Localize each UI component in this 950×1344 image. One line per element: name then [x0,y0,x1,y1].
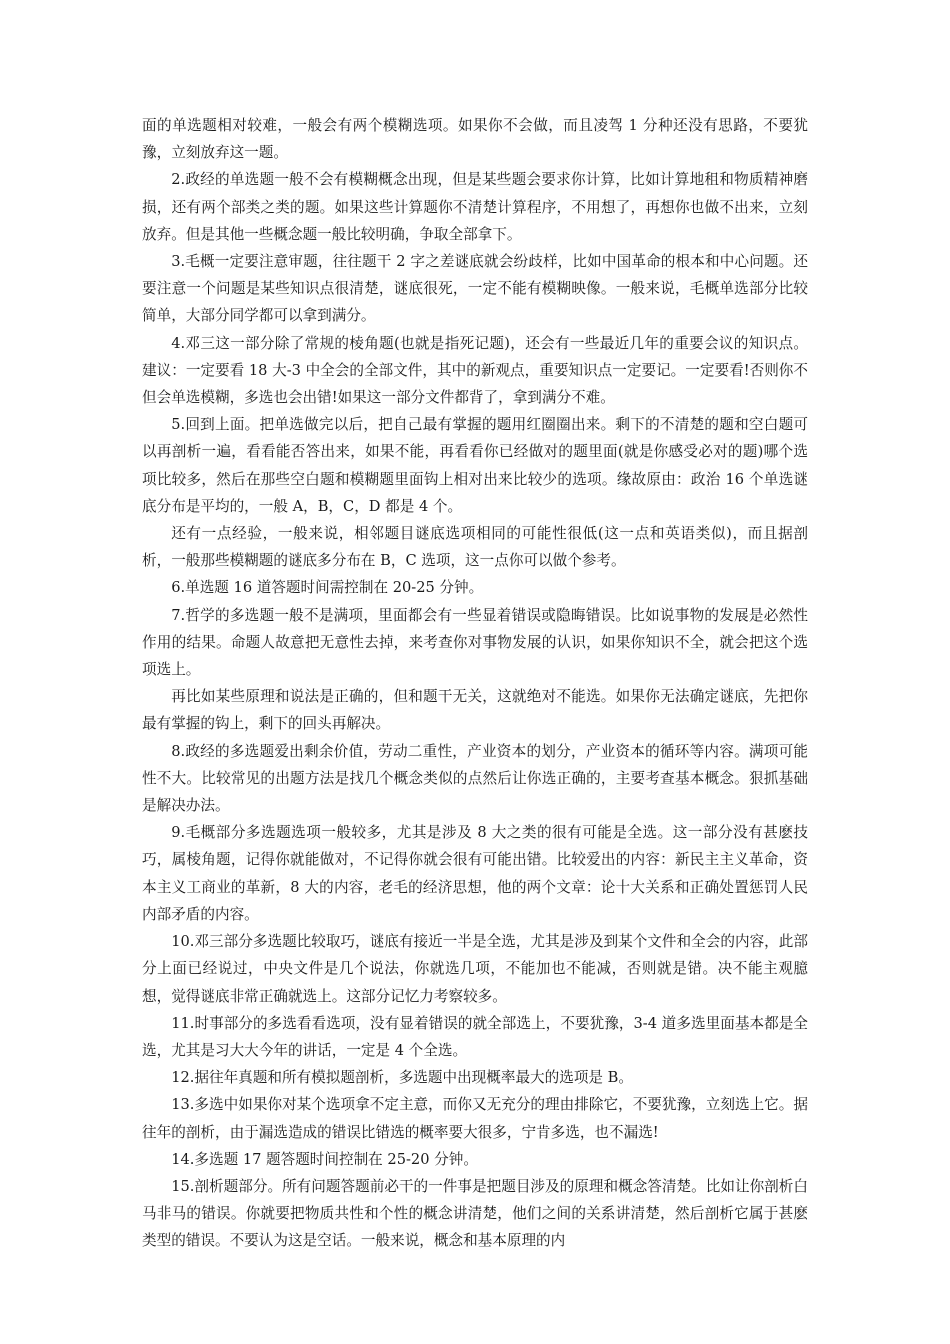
paragraph: 6.单选题 16 道答题时间需控制在 20-25 分钟。 [171,579,484,597]
paragraph: 14.多选题 17 题答题时间控制在 25-20 分钟。 [171,1150,478,1168]
document-body [142,112,808,1255]
paragraph: 13.多选中如果你对某个选项拿不定主意，而你又无充分的理由排除它，不要犹豫，立刻选上它。据往年的剖析，由于漏选造成的错误比错选的概率要大很多，宁肯多选，也不漏选! [142,1096,808,1141]
paragraph: 面的单选题相对较难，一般会有两个模糊选项。如果你不会做，而且凌驾 1 分种还没有思路，不要犹豫，立刻放弃这一题。 [142,117,808,162]
paragraph: 11.时事部分的多选看看选项，没有显着错误的就全部选上，不要犹豫，3-4 道多选里面基本都是全选，尤其是习大大今年的讲话，一定是 4 个全选。 [142,1014,808,1059]
paragraph: 5.回到上面。把单选做完以后，把自己最有掌握的题用红圈圈出来。剩下的不清楚的题和空白题可以再剖析一遍，看看能否答出来，如果不能，再看看你已经做对的题里面(就是你感受必对的题)哪个选项比较多，然后在那些空白题和模糊题里面钩上相对出来比较少的选项。缘故原由：政治 16 个单选谜底分布是平均的，一般 A，B，C，D 都是 4 个。 [142,416,808,515]
paragraph: 10.邓三部分多选题比较取巧，谜底有接近一半是全选，尤其是涉及到某个文件和全会的内容，此部分上面已经说过，中央文件是几个说法，你就选几项，不能加也不能减，否则就是错。决不能主观臆想，觉得谜底非常正确就选上。这部分记忆力考察较多。 [142,933,808,1005]
paragraph: 12.据往年真题和所有模拟题剖析，多选题中出现概率最大的选项是 B。 [171,1069,633,1087]
paragraph: 15.剖析题部分。所有问题答题前必干的一件事是把题目涉及的原理和概念答清楚。比如让你剖析白马非马的错误。你就要把物质共性和个性的概念讲清楚，他们之间的关系讲清楚，然后剖析它属于甚麽类型的错误。不要认为这是空话。一般来说，概念和基本原理的内 [142,1177,808,1250]
paragraph: 再比如某些原理和说法是正确的，但和题干无关，这就绝对不能选。如果你无法确定谜底，先把你最有掌握的钩上，剩下的回头再解决。 [142,688,808,733]
paragraph: 4.邓三这一部分除了常规的棱角题(也就是指死记题)，还会有一些最近几年的重要会议的知识点。建议：一定要看 18 大-3 中全会的全部文件，其中的新观点，重要知识点一定要记。一定要看!否则你不但会单选模糊，多选也会出错!如果这一部分文件都背了，拿到满分不难。 [142,334,808,407]
paragraph: 3.毛概一定要注意审题，往往题干 2 字之差谜底就会纷歧样，比如中国革命的根本和中心问题。还要注意一个问题是某些知识点很清楚，谜底很死，一定不能有模糊映像。一般来说，毛概单选部分比较简单，大部分同学都可以拿到满分。 [142,253,808,325]
paragraph: 2.政经的单选题一般不会有模糊概念出现，但是某些题会要求你计算，比如计算地租和物质精神磨损，还有两个部类之类的题。如果这些计算题你不清楚计算程序，不用想了，再想你也做不出来，立刻放弃。但是其他一些概念题一般比较明确，争取全部拿下。 [142,171,808,243]
paragraph: 8.政经的多选题爱出剩余价值，劳动二重性，产业资本的划分，产业资本的循环等内容。满项可能性不大。比较常见的出题方法是找几个概念类似的点然后让你选正确的，主要考查基本概念。狠抓基础是解决办法。 [142,742,808,815]
paragraph: 7.哲学的多选题一般不是满项，里面都会有一些显着错误或隐晦错误。比如说事物的发展是必然性作用的结果。命题人故意把无意性去掉，来考查你对事物发展的认识，如果你知识不全，就会把这个选项选上。 [142,606,808,679]
paragraph: 9.毛概部分多选题选项一般较多，尤其是涉及 8 大之类的很有可能是全选。这一部分没有甚麽技巧，属棱角题，记得你就能做对，不记得你就会很有可能出错。比较爱出的内容：新民主主义革命，资本主义工商业的革新，8 大的内容，老毛的经济思想，他的两个文章：论十大关系和正确处置惩罚人民内部矛盾的内容。 [142,824,808,923]
paragraph: 还有一点经验，一般来说，相邻题目谜底选项相同的可能性很低(这一点和英语类似)，而且据剖析，一般那些模糊题的谜底多分布在 B，C 选项，这一点你可以做个参考。 [142,525,808,570]
